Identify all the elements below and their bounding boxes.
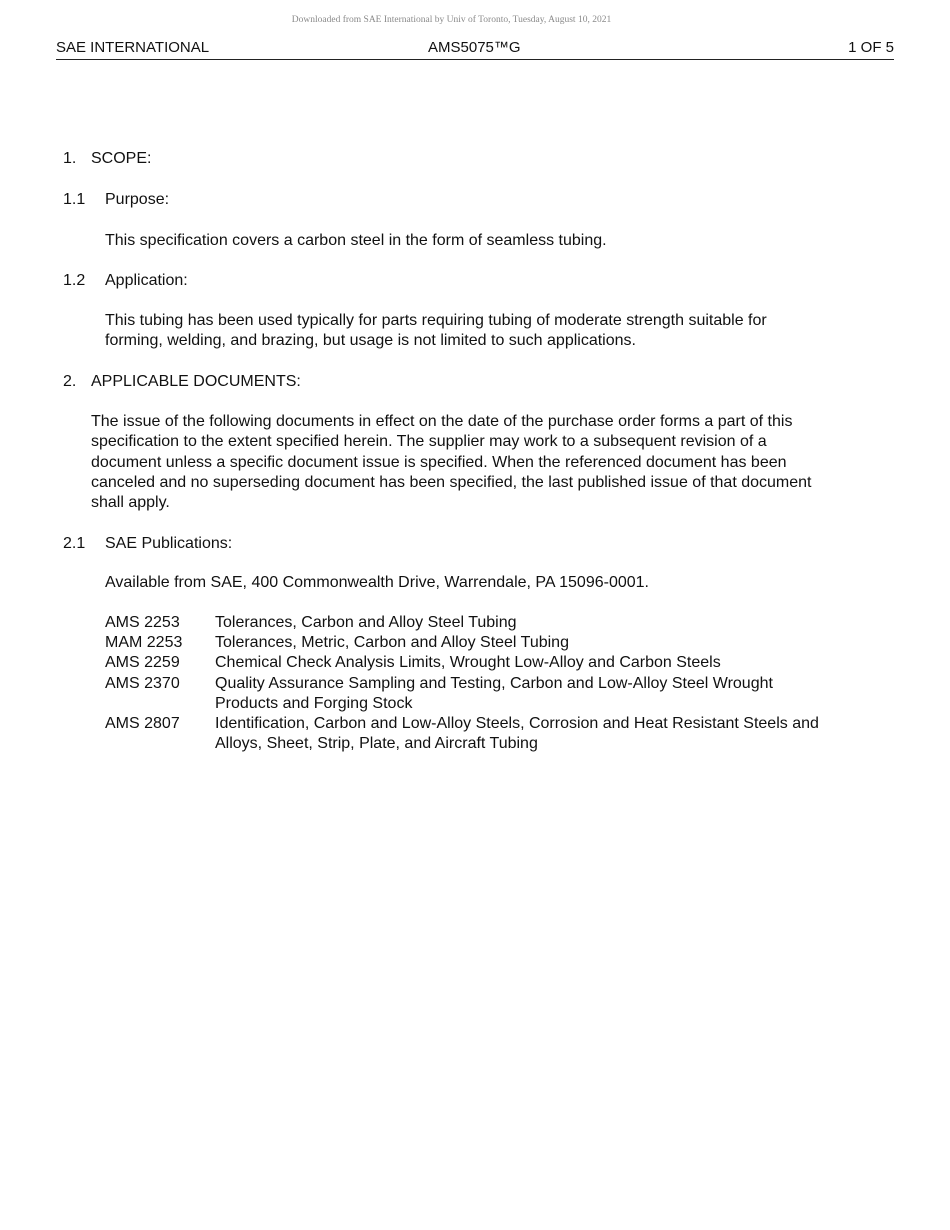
document-title bbox=[215, 653, 875, 673]
download-watermark: Downloaded from SAE International by Univ of Toronto, Tuesday, August 10, 2021 bbox=[291, 15, 612, 25]
document-title bbox=[215, 714, 875, 754]
document-code: AMS 2253 bbox=[105, 614, 180, 631]
document-title-line: Tolerances, Carbon and Alloy Steel Tubing bbox=[215, 614, 517, 631]
text-line: This tubing has been used typically for parts requiring tubing of moderate strength suitable for bbox=[105, 312, 767, 329]
section-title: Purpose: bbox=[105, 191, 170, 208]
document-title bbox=[215, 633, 875, 653]
section-number: 1.2 bbox=[63, 272, 86, 289]
section-1-1-text: This specification covers a carbon steel in the form of seamless tubing. bbox=[105, 232, 607, 249]
section-title: APPLICABLE DOCUMENTS: bbox=[91, 373, 301, 390]
document-row bbox=[105, 653, 875, 673]
document-code: AMS 2807 bbox=[105, 715, 180, 733]
section-title: SCOPE: bbox=[91, 150, 152, 167]
document-title-line: Alloys, Sheet, Strip, Plate, and Aircraft Tubing bbox=[215, 735, 538, 753]
section-title: Application: bbox=[105, 272, 188, 289]
referenced-documents-list bbox=[105, 613, 875, 754]
section-number: 2.1 bbox=[63, 535, 86, 552]
document-title-line: Tolerances, Metric, Carbon and Alloy Steel Tubing bbox=[215, 634, 569, 652]
document-code: AMS 2370 bbox=[105, 674, 180, 692]
text-line: specification to the extent specified herein. The supplier may work to a subsequent revision of a bbox=[91, 433, 767, 451]
document-title-line: Quality Assurance Sampling and Testing, Carbon and Low-Alloy Steel Wrought bbox=[215, 674, 773, 692]
section-number: 1.1 bbox=[63, 191, 86, 208]
section-2-1-availability: Available from SAE, 400 Commonwealth Drive, Warrendale, PA 15096-0001. bbox=[105, 574, 649, 591]
text-line: The issue of the following documents in effect on the date of the purchase order forms a part of this bbox=[91, 413, 793, 430]
document-row bbox=[105, 613, 875, 633]
text-line: canceled and no superseding document has been specified, the last published issue of that document bbox=[91, 473, 812, 491]
document-row bbox=[105, 714, 875, 754]
document-title bbox=[215, 613, 875, 633]
text-line: document unless a specific document issue is specified. When the referenced document has been bbox=[91, 453, 787, 471]
section-1-2-text bbox=[105, 311, 865, 351]
section-number: 1. bbox=[63, 150, 77, 167]
document-code: AMS 2259 bbox=[105, 654, 180, 672]
document-row bbox=[105, 633, 875, 653]
page-header bbox=[56, 38, 894, 60]
header-page-number: 1 OF 5 bbox=[848, 39, 894, 56]
document-title bbox=[215, 674, 875, 714]
text-line: forming, welding, and brazing, but usage is not limited to such applications. bbox=[105, 332, 636, 349]
header-publisher: SAE INTERNATIONAL bbox=[56, 39, 210, 56]
text-line: shall apply. bbox=[91, 494, 170, 512]
document-row bbox=[105, 674, 875, 714]
header-doc-id: AMS5075™G bbox=[428, 39, 521, 56]
document-title-line: Chemical Check Analysis Limits, Wrought Low-Alloy and Carbon Steels bbox=[215, 654, 721, 672]
document-title-line: Identification, Carbon and Low-Alloy Steels, Corrosion and Heat Resistant Steels and bbox=[215, 715, 819, 733]
section-title: SAE Publications: bbox=[105, 535, 233, 552]
document-code: MAM 2253 bbox=[105, 634, 183, 652]
section-number: 2. bbox=[63, 373, 77, 390]
section-2-text bbox=[91, 412, 866, 513]
document-title-line: Products and Forging Stock bbox=[215, 694, 413, 712]
